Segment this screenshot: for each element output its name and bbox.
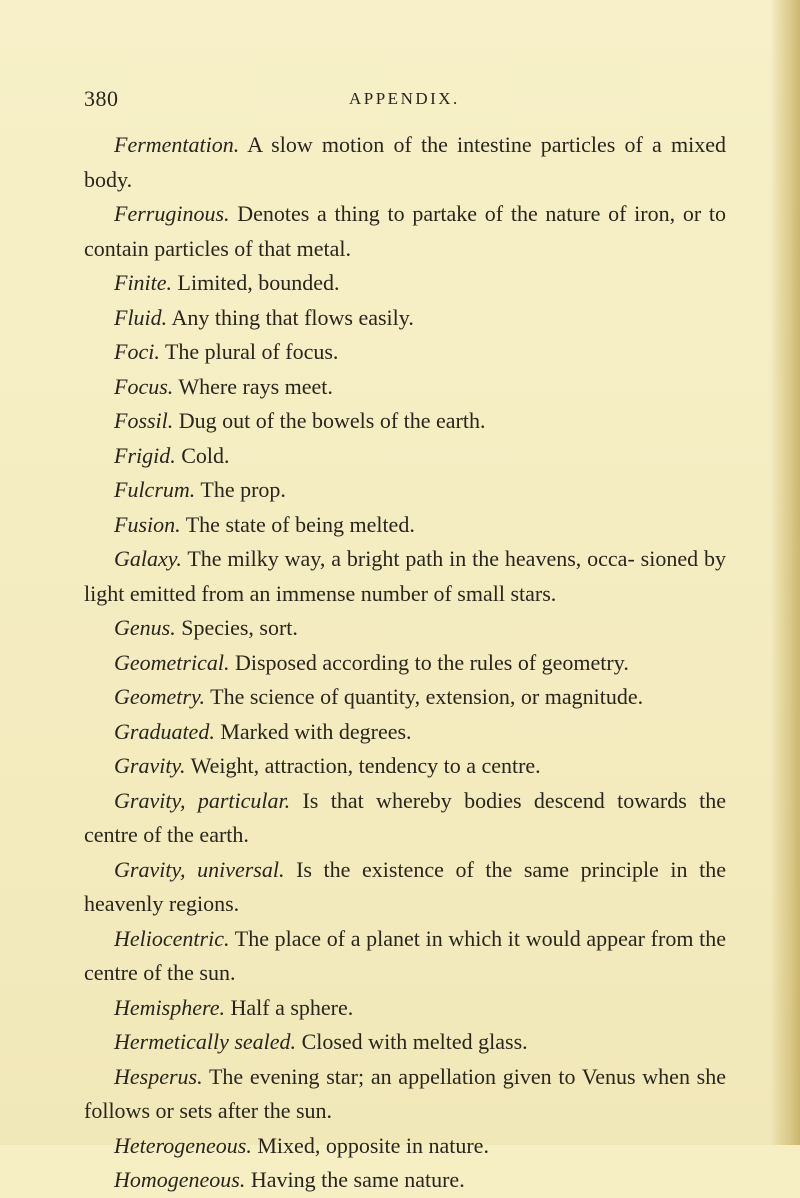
glossary-entry xyxy=(84,991,726,1026)
entry-term: Focus. xyxy=(114,373,174,399)
page-edge-shading xyxy=(770,0,800,1145)
running-head: APPENDIX. xyxy=(349,89,460,108)
entry-definition: The place of a planet in which it would appear from the centre of the sun. xyxy=(84,925,726,985)
glossary-entry xyxy=(84,611,726,646)
entry-term: Ferruginous. xyxy=(114,201,230,226)
glossary-entry xyxy=(84,301,726,336)
entry-definition: The evening star; an appellation given to Venus when she follows or sets after the sun. xyxy=(84,1063,726,1123)
entry-term: Fusion. xyxy=(114,511,181,537)
glossary-entry xyxy=(84,1129,726,1164)
entry-term: Genus. xyxy=(114,615,176,640)
entry-definition: Mixed, opposite in nature. xyxy=(257,1132,489,1158)
glossary-entry xyxy=(84,1163,726,1198)
entry-term: Fulcrum. xyxy=(114,477,196,502)
glossary-entry xyxy=(84,542,726,611)
glossary-entry xyxy=(84,197,726,266)
entry-definition: Having the same nature. xyxy=(250,1167,465,1192)
entry-term: Gravity. xyxy=(114,753,186,778)
glossary-entry xyxy=(84,1025,726,1060)
entry-term: Finite. xyxy=(114,270,173,295)
entry-definition: Cold. xyxy=(181,442,230,468)
entry-definition: Disposed according to the rules of geometry. xyxy=(234,649,629,675)
glossary-entry xyxy=(84,508,726,543)
entry-term: Homogeneous. xyxy=(114,1167,246,1192)
entry-definition: Any thing that flows easily. xyxy=(171,304,414,330)
entry-term: Foci. xyxy=(114,339,160,364)
glossary-entry xyxy=(84,335,726,370)
glossary-entry xyxy=(84,128,726,197)
entry-definition: A slow motion of the intestine particles of a mixed body. xyxy=(84,132,726,192)
entry-term: Hemisphere. xyxy=(114,994,225,1020)
entry-term: Fermentation. xyxy=(114,132,240,157)
entry-definition: Dug out of the bowels of the earth. xyxy=(178,408,486,433)
glossary-entry xyxy=(84,404,726,439)
entry-term: Geometry. xyxy=(114,684,206,709)
page-number: 380 xyxy=(84,86,119,111)
glossary-entry xyxy=(84,715,726,750)
entry-definition: Where rays meet. xyxy=(178,373,333,399)
entry-definition: Denotes a thing to partake of the nature of iron, or to contain particles of that metal. xyxy=(84,201,726,261)
entry-definition: The milky way, a bright path in the heavens, occa- sioned by light emitted from an immense number of small stars. xyxy=(84,546,726,606)
entry-definition: Closed with melted glass. xyxy=(301,1029,528,1054)
entry-term: Graduated. xyxy=(114,718,215,744)
entry-definition: Is the existence of the same principle in the heavenly regions. xyxy=(84,856,726,916)
entry-term: Frigid. xyxy=(114,442,176,468)
entry-term: Heterogeneous. xyxy=(114,1132,252,1158)
entry-definition: Marked with degrees. xyxy=(220,718,412,744)
entry-term: Gravity, particular. xyxy=(114,787,291,813)
entry-definition: Limited, bounded. xyxy=(177,270,340,295)
glossary-entry xyxy=(84,784,726,853)
entry-term: Hermetically sealed. xyxy=(114,1029,297,1054)
glossary-entry xyxy=(84,680,726,715)
entry-definition: The plural of focus. xyxy=(164,339,339,364)
entry-definition: The state of being melted. xyxy=(185,511,415,537)
glossary-entries xyxy=(84,128,726,1198)
entry-definition: Species, sort. xyxy=(181,615,298,640)
entry-term: Galaxy. xyxy=(114,546,182,571)
entry-term: Hesperus. xyxy=(114,1063,203,1089)
entry-definition: Weight, attraction, tendency to a centre. xyxy=(190,753,541,778)
glossary-entry xyxy=(84,266,726,301)
entry-term: Fossil. xyxy=(114,408,174,433)
page-header xyxy=(84,86,724,116)
glossary-entry xyxy=(84,473,726,508)
entry-term: Gravity, universal. xyxy=(114,856,285,882)
glossary-entry xyxy=(84,922,726,991)
glossary-entry xyxy=(84,439,726,474)
entry-definition: The science of quantity, extension, or magnitude. xyxy=(210,684,644,709)
glossary-entry xyxy=(84,853,726,922)
glossary-entry xyxy=(84,646,726,681)
entry-definition: Is that whereby bodies descend towards the centre of the earth. xyxy=(84,787,727,847)
entry-definition: Half a sphere. xyxy=(230,994,354,1020)
entry-definition: The prop. xyxy=(200,477,286,502)
glossary-entry xyxy=(84,749,726,784)
glossary-entry xyxy=(84,370,726,405)
glossary-entry xyxy=(84,1060,726,1129)
entry-term: Heliocentric. xyxy=(114,925,230,951)
entry-term: Fluid. xyxy=(114,304,168,330)
entry-term: Geometrical. xyxy=(114,649,230,675)
